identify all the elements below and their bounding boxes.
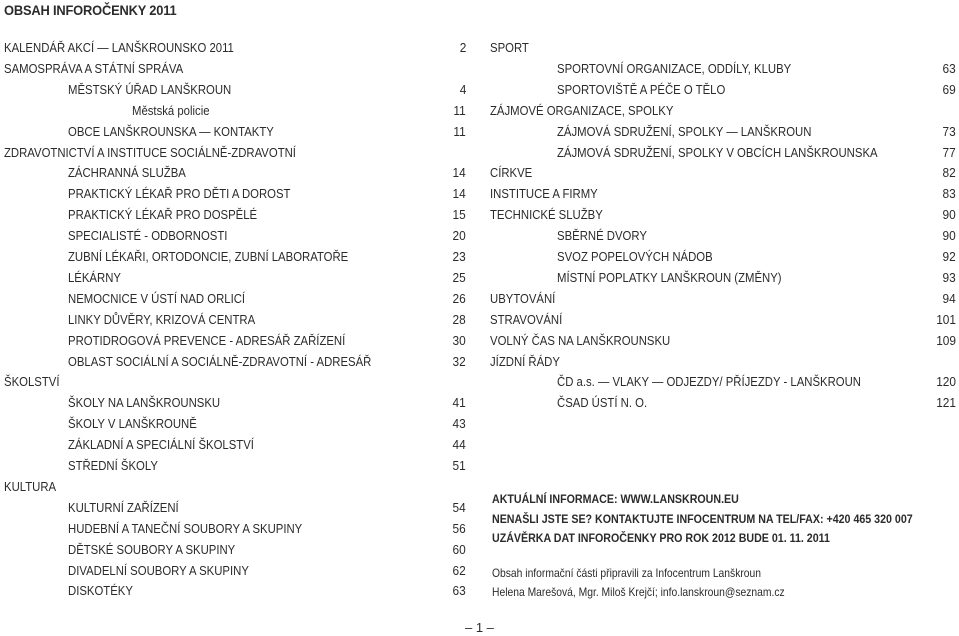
toc-entry-page: 4 bbox=[459, 81, 466, 97]
toc-entry-title: TECHNICKÉ SLUŽBY bbox=[490, 207, 603, 223]
toc-entry bbox=[490, 59, 956, 79]
toc-entry-page: 54 bbox=[452, 499, 466, 515]
toc-entry bbox=[490, 310, 956, 330]
toc-entry-page: 60 bbox=[452, 541, 466, 557]
toc-entry bbox=[490, 352, 956, 372]
toc-entry-title: UBYTOVÁNÍ bbox=[490, 290, 556, 306]
toc-entry-title: OBLAST SOCIÁLNÍ A SOCIÁLNĚ-ZDRAVOTNÍ - ADRESÁŘ bbox=[68, 353, 372, 369]
toc-entry-title: CÍRKVE bbox=[490, 165, 533, 181]
toc-entry bbox=[4, 226, 466, 246]
info-credit-line2: Helena Marešová, Mgr. Miloš Krejčí; info.lanskroun@seznam.cz bbox=[492, 585, 785, 599]
toc-entry bbox=[4, 540, 466, 560]
toc-entry bbox=[4, 519, 466, 539]
toc-entry-title: DISKOTÉKY bbox=[68, 583, 133, 599]
toc-entry-title: ŠKOLY V LANŠKROUNĚ bbox=[68, 416, 197, 432]
toc-entry-title: ZDRAVOTNICTVÍ A INSTITUCE SOCIÁLNĚ-ZDRAVOTNÍ bbox=[4, 144, 296, 160]
toc-entry bbox=[4, 205, 466, 225]
toc-entry-page: 14 bbox=[452, 165, 466, 181]
toc-entry-page: 93 bbox=[942, 269, 956, 285]
toc-entry-page: 43 bbox=[452, 416, 466, 432]
toc-entry bbox=[4, 498, 466, 518]
toc-entry-page: 94 bbox=[942, 290, 956, 306]
toc-entry-page: 101 bbox=[936, 311, 956, 327]
toc-entry bbox=[490, 372, 956, 392]
toc-right-column bbox=[490, 38, 956, 434]
toc-entry bbox=[490, 205, 956, 225]
toc-entry-title: VOLNÝ ČAS NA LANŠKROUNSKU bbox=[490, 332, 671, 348]
toc-entry-page: 92 bbox=[942, 249, 956, 264]
toc-entry-page: 2 bbox=[459, 40, 466, 55]
toc-entry-title: SPECIALISTÉ - ODBORNOSTI bbox=[68, 228, 228, 244]
toc-entry bbox=[4, 581, 466, 601]
toc-entry-page: 73 bbox=[942, 123, 956, 139]
toc-entry-page: 23 bbox=[452, 249, 466, 264]
toc-entry-page: 30 bbox=[452, 332, 466, 348]
toc-entry-page: 82 bbox=[942, 165, 956, 181]
toc-entry-page: 26 bbox=[452, 290, 466, 306]
toc-entry-title: KULTURA bbox=[4, 478, 57, 494]
toc-entry-title: ČD a.s. — VLAKY — ODJEZDY/ PŘÍJEZDY - LANŠKROUN bbox=[557, 374, 861, 390]
toc-entry-title: ZÁCHRANNÁ SLUŽBA bbox=[68, 165, 186, 181]
toc-entry bbox=[490, 268, 956, 288]
toc-entry bbox=[4, 477, 466, 497]
toc-entry bbox=[490, 163, 956, 183]
toc-entry bbox=[4, 80, 466, 100]
info-credit-line1: Obsah informační části připravili za Infocentrum Lanškroun bbox=[492, 566, 762, 580]
toc-entry-title: ŠKOLSTVÍ bbox=[4, 374, 60, 390]
toc-entry-page: 41 bbox=[452, 395, 466, 411]
toc-entry bbox=[490, 38, 956, 58]
toc-entry-page: 14 bbox=[452, 186, 466, 202]
toc-entry bbox=[490, 143, 956, 163]
info-website: AKTUÁLNÍ INFORMACE: WWW.LANSKROUN.EU bbox=[492, 492, 739, 506]
toc-entry bbox=[490, 247, 956, 267]
toc-entry bbox=[4, 59, 466, 79]
toc-entry-title: ZÁJMOVÁ SDRUŽENÍ, SPOLKY V OBCÍCH LANŠKROUNSKA bbox=[557, 144, 878, 160]
toc-entry bbox=[4, 331, 466, 351]
toc-entry-title: MĚSTSKÝ ÚŘAD LANŠKROUN bbox=[68, 81, 232, 97]
toc-entry bbox=[4, 393, 466, 413]
toc-entry-title: ZÁJMOVÁ SDRUŽENÍ, SPOLKY — LANŠKROUN bbox=[557, 123, 812, 139]
toc-entry-title: PROTIDROGOVÁ PREVENCE - ADRESÁŘ ZAŘÍZENÍ bbox=[68, 332, 346, 348]
toc-entry bbox=[4, 414, 466, 434]
toc-entry-title: KALENDÁŘ AKCÍ — LANŠKROUNSKO 2011 bbox=[4, 40, 234, 55]
toc-entry-title: ZÁJMOVÉ ORGANIZACE, SPOLKY bbox=[490, 102, 674, 118]
toc-entry-title: SAMOSPRÁVA A STÁTNÍ SPRÁVA bbox=[4, 60, 184, 76]
toc-entry-page: 28 bbox=[452, 311, 466, 327]
toc-entry-title: OBCE LANŠKROUNSKA — KONTAKTY bbox=[68, 123, 274, 139]
toc-entry-title: STŘEDNÍ ŠKOLY bbox=[68, 458, 158, 473]
toc-entry-title: INSTITUCE A FIRMY bbox=[490, 186, 598, 202]
toc-entry bbox=[4, 122, 466, 142]
toc-entry-page: 11 bbox=[453, 123, 466, 139]
toc-entry bbox=[4, 456, 466, 476]
toc-entry-page: 51 bbox=[452, 458, 466, 473]
toc-entry-title: MÍSTNÍ POPLATKY LANŠKROUN (ZMĚNY) bbox=[557, 269, 782, 285]
toc-entry-title: JÍZDNÍ ŘÁDY bbox=[490, 353, 560, 369]
toc-entry-title: PRAKTICKÝ LÉKAŘ PRO DOSPĚLÉ bbox=[68, 207, 258, 223]
toc-entry-title: ČSAD ÚSTÍ N. O. bbox=[557, 395, 648, 411]
toc-entry-title: SBĚRNÉ DVORY bbox=[557, 228, 647, 244]
toc-entry-title: PRAKTICKÝ LÉKAŘ PRO DĚTI A DOROST bbox=[68, 186, 291, 202]
toc-entry bbox=[4, 247, 466, 267]
toc-entry-page: 83 bbox=[942, 186, 956, 202]
toc-entry-page: 69 bbox=[942, 81, 956, 97]
info-contact: NENAŠLI JSTE SE? KONTAKTUJTE INFOCENTRUM NA TEL/FAX: +420 465 320 007 bbox=[492, 512, 913, 526]
toc-entry-page: 77 bbox=[942, 144, 956, 160]
toc-entry-title: SPORT bbox=[490, 40, 529, 55]
toc-entry-page: 90 bbox=[942, 228, 956, 244]
toc-entry bbox=[4, 101, 466, 121]
toc-entry-title: HUDEBNÍ A TANEČNÍ SOUBORY A SKUPINY bbox=[68, 520, 303, 536]
toc-entry bbox=[4, 372, 466, 392]
toc-entry bbox=[490, 226, 956, 246]
toc-entry-page: 11 bbox=[453, 102, 466, 118]
toc-entry-title: SPORTOVNÍ ORGANIZACE, ODDÍLY, KLUBY bbox=[557, 60, 792, 76]
toc-entry bbox=[4, 561, 466, 581]
toc-entry bbox=[4, 435, 466, 455]
toc-entry-title: NEMOCNICE V ÚSTÍ NAD ORLICÍ bbox=[68, 290, 246, 306]
toc-entry-title: SVOZ POPELOVÝCH NÁDOB bbox=[557, 249, 713, 264]
toc-entry-title: ZUBNÍ LÉKAŘI, ORTODONCIE, ZUBNÍ LABORATOŘE bbox=[68, 249, 349, 264]
toc-entry bbox=[490, 80, 956, 100]
toc-entry-title: ŠKOLY NA LANŠKROUNSKU bbox=[68, 395, 221, 411]
toc-entry-page: 20 bbox=[452, 228, 466, 244]
toc-entry bbox=[4, 184, 466, 204]
toc-entry bbox=[4, 38, 466, 58]
toc-entry-title: LÉKÁRNY bbox=[68, 269, 121, 285]
toc-entry bbox=[490, 393, 956, 413]
toc-entry-title: STRAVOVÁNÍ bbox=[490, 311, 563, 327]
toc-entry bbox=[4, 143, 466, 163]
toc-entry bbox=[4, 163, 466, 183]
toc-entry bbox=[490, 122, 956, 142]
toc-entry-page: 63 bbox=[452, 583, 466, 599]
toc-entry-title: Městská policie bbox=[132, 102, 210, 118]
toc-entry-page: 25 bbox=[452, 269, 466, 285]
info-deadline: UZÁVĚRKA DAT INFOROČENKY PRO ROK 2012 BUDE 01. 11. 2011 bbox=[492, 531, 830, 545]
toc-entry-title: DĚTSKÉ SOUBORY A SKUPINY bbox=[68, 541, 236, 557]
toc-entry bbox=[490, 184, 956, 204]
toc-entry bbox=[4, 352, 466, 372]
toc-entry bbox=[490, 331, 956, 351]
toc-entry-page: 32 bbox=[452, 353, 466, 369]
page-title: OBSAH INFOROČENKY 2011 bbox=[4, 2, 177, 18]
toc-left-column bbox=[4, 38, 466, 622]
toc-entry-page: 120 bbox=[936, 374, 956, 390]
page-number: – 1 – bbox=[465, 620, 494, 635]
toc-entry bbox=[490, 101, 956, 121]
toc-entry-page: 44 bbox=[452, 437, 466, 453]
toc-entry-title: LINKY DŮVĚRY, KRIZOVÁ CENTRA bbox=[68, 311, 256, 327]
toc-entry-page: 90 bbox=[942, 207, 956, 223]
toc-entry-title: SPORTOVIŠTĚ A PÉČE O TĚLO bbox=[557, 81, 726, 97]
toc-entry bbox=[490, 289, 956, 309]
toc-entry bbox=[4, 268, 466, 288]
toc-entry-page: 62 bbox=[452, 562, 466, 578]
toc-entry-title: KULTURNÍ ZAŘÍZENÍ bbox=[68, 499, 179, 515]
toc-entry bbox=[4, 289, 466, 309]
toc-entry-title: ZÁKLADNÍ A SPECIÁLNÍ ŠKOLSTVÍ bbox=[68, 437, 254, 453]
toc-entry-title: DIVADELNÍ SOUBORY A SKUPINY bbox=[68, 562, 249, 578]
toc-entry bbox=[4, 310, 466, 330]
toc-entry-page: 121 bbox=[936, 395, 956, 411]
toc-entry-page: 63 bbox=[942, 60, 956, 76]
toc-entry-page: 56 bbox=[452, 520, 466, 536]
toc-entry-page: 15 bbox=[452, 207, 466, 223]
toc-entry-page: 109 bbox=[936, 332, 956, 348]
